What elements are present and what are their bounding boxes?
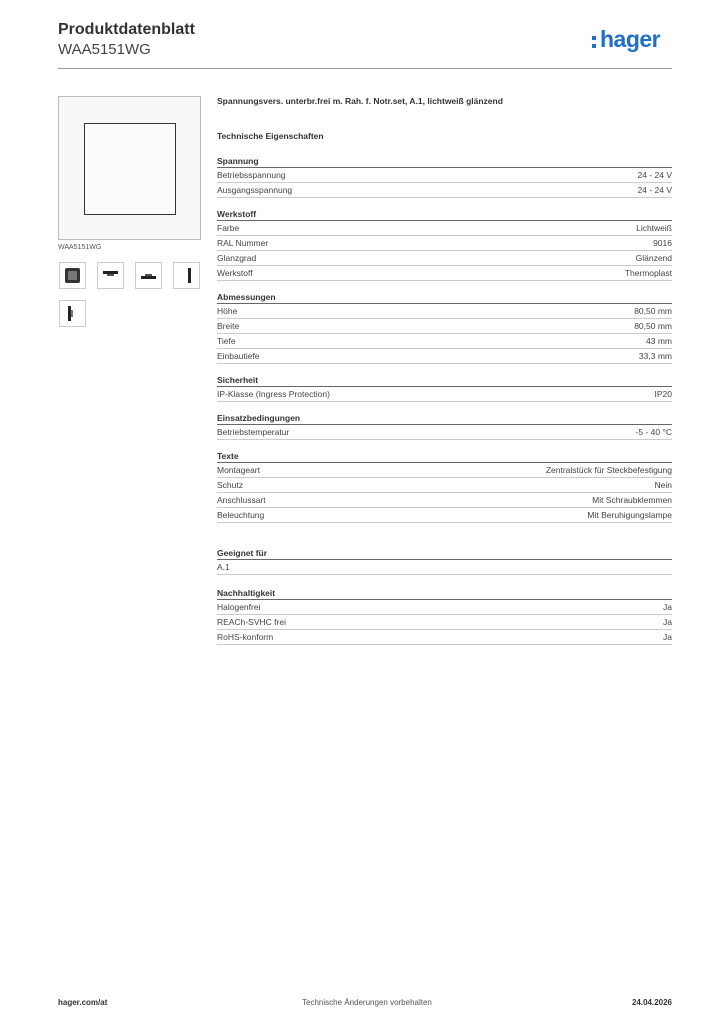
spec-label: Werkstoff bbox=[217, 268, 253, 278]
spec-row bbox=[217, 251, 672, 266]
spec-value: 9016 bbox=[653, 238, 672, 248]
spec-row bbox=[217, 168, 672, 183]
spec-row bbox=[217, 304, 672, 319]
spec-label: Tiefe bbox=[217, 336, 236, 346]
spec-value: 80,50 mm bbox=[634, 321, 672, 331]
spec-value: 43 mm bbox=[646, 336, 672, 346]
spec-row bbox=[217, 630, 672, 645]
product-code: WAA5151WG bbox=[58, 41, 151, 58]
spec-content bbox=[217, 96, 672, 645]
footer-date: 24.04.2026 bbox=[631, 998, 672, 1007]
spec-label: RoHS-konform bbox=[217, 632, 274, 642]
group-title: Abmessungen bbox=[217, 291, 672, 304]
spec-value: Ja bbox=[663, 617, 672, 627]
spec-label: Schutz bbox=[217, 480, 243, 490]
spec-row bbox=[217, 463, 672, 478]
spec-value: 24 - 24 V bbox=[637, 185, 672, 195]
spec-groups bbox=[217, 155, 672, 523]
spec-row bbox=[217, 183, 672, 198]
image-caption: WAA5151WG bbox=[58, 244, 102, 251]
group-title: Sicherheit bbox=[217, 374, 672, 387]
spec-value: Zentralstück für Steckbefestigung bbox=[545, 465, 672, 475]
product-description: Spannungsvers. unterbr.frei m. Rah. f. Notr.set, A.1, lichtweiß glänzend bbox=[217, 96, 503, 106]
profile-top-icon bbox=[98, 263, 123, 288]
spec-value: 80,50 mm bbox=[634, 306, 672, 316]
header-divider bbox=[58, 68, 672, 69]
spec-row bbox=[217, 334, 672, 349]
spec-value: Thermoplast bbox=[624, 268, 672, 278]
spec-value: 24 - 24 V bbox=[637, 170, 672, 180]
spec-label: Beleuchtung bbox=[217, 510, 265, 520]
spec-label: Höhe bbox=[217, 306, 238, 316]
group-title: Nachhaltigkeit bbox=[217, 587, 672, 600]
spec-value: Mit Beruhigungslampe bbox=[587, 510, 672, 520]
thumbnail-front[interactable] bbox=[59, 262, 86, 289]
switch-rocker bbox=[84, 123, 176, 215]
thumbnail-left[interactable] bbox=[59, 300, 86, 327]
profile-side-icon bbox=[136, 263, 161, 288]
group-title: Texte bbox=[217, 450, 672, 463]
spec-group bbox=[217, 412, 672, 440]
spec-value: Lichtweiß bbox=[636, 223, 672, 233]
profile-left-icon bbox=[60, 301, 85, 326]
group-title: Spannung bbox=[217, 155, 672, 168]
spec-row bbox=[217, 221, 672, 236]
suitable-for-group bbox=[217, 547, 672, 575]
spec-value: Ja bbox=[663, 632, 672, 642]
spec-group bbox=[217, 291, 672, 364]
spec-row bbox=[217, 560, 672, 575]
spec-row bbox=[217, 478, 672, 493]
spec-row bbox=[217, 349, 672, 364]
profile-right-icon bbox=[174, 263, 199, 288]
switch-front-icon bbox=[60, 263, 85, 288]
spec-row bbox=[217, 508, 672, 523]
product-image bbox=[58, 96, 201, 240]
spec-row bbox=[217, 266, 672, 281]
spec-label: IP-Klasse (Ingress Protection) bbox=[217, 389, 330, 399]
spec-row bbox=[217, 600, 672, 615]
footer-website[interactable]: hager.com/at bbox=[58, 998, 108, 1007]
sustainability-group bbox=[217, 587, 672, 645]
spec-row bbox=[217, 425, 672, 440]
thumbnail-top[interactable] bbox=[97, 262, 124, 289]
spec-row bbox=[217, 493, 672, 508]
spec-value: IP20 bbox=[654, 389, 672, 399]
hager-logo bbox=[590, 28, 680, 58]
section-title: Technische Eigenschaften bbox=[217, 131, 324, 141]
group-title: Werkstoff bbox=[217, 208, 672, 221]
spec-label: Anschlussart bbox=[217, 495, 266, 505]
spec-label: A.1 bbox=[217, 562, 230, 572]
page-title: Produktdatenblatt bbox=[58, 21, 195, 38]
spec-label: Farbe bbox=[217, 223, 240, 233]
spec-label: Betriebstemperatur bbox=[217, 427, 290, 437]
spec-label: RAL Nummer bbox=[217, 238, 269, 248]
spec-group bbox=[217, 155, 672, 198]
spec-label: Glanzgrad bbox=[217, 253, 257, 263]
spec-value: Ja bbox=[663, 602, 672, 612]
spec-group bbox=[217, 450, 672, 523]
group-title: Einsatzbedingungen bbox=[217, 412, 672, 425]
spec-label: Halogenfrei bbox=[217, 602, 261, 612]
logo-dots-icon bbox=[592, 36, 598, 52]
spec-row bbox=[217, 387, 672, 402]
spec-label: Ausgangsspannung bbox=[217, 185, 293, 195]
logo-text: hager bbox=[600, 26, 661, 52]
spec-value: Nein bbox=[654, 480, 672, 490]
spec-row bbox=[217, 319, 672, 334]
spec-group bbox=[217, 374, 672, 402]
spec-value: Glänzend bbox=[635, 253, 672, 263]
spec-value: -5 - 40 °C bbox=[635, 427, 672, 437]
thumbnail-side[interactable] bbox=[135, 262, 162, 289]
spec-label: Breite bbox=[217, 321, 240, 331]
spec-row bbox=[217, 236, 672, 251]
spec-label: Einbautiefe bbox=[217, 351, 260, 361]
spec-label: REACh-SVHC frei bbox=[217, 617, 286, 627]
group-title: Geeignet für bbox=[217, 547, 672, 560]
spec-value: 33,3 mm bbox=[638, 351, 672, 361]
spec-value: Mit Schraubklemmen bbox=[592, 495, 672, 505]
spec-row bbox=[217, 615, 672, 630]
thumbnail-right[interactable] bbox=[173, 262, 200, 289]
spec-group bbox=[217, 208, 672, 281]
spec-label: Montageart bbox=[217, 465, 260, 475]
spec-label: Betriebsspannung bbox=[217, 170, 286, 180]
footer-disclaimer: Technische Änderungen vorbehalten bbox=[302, 998, 432, 1007]
